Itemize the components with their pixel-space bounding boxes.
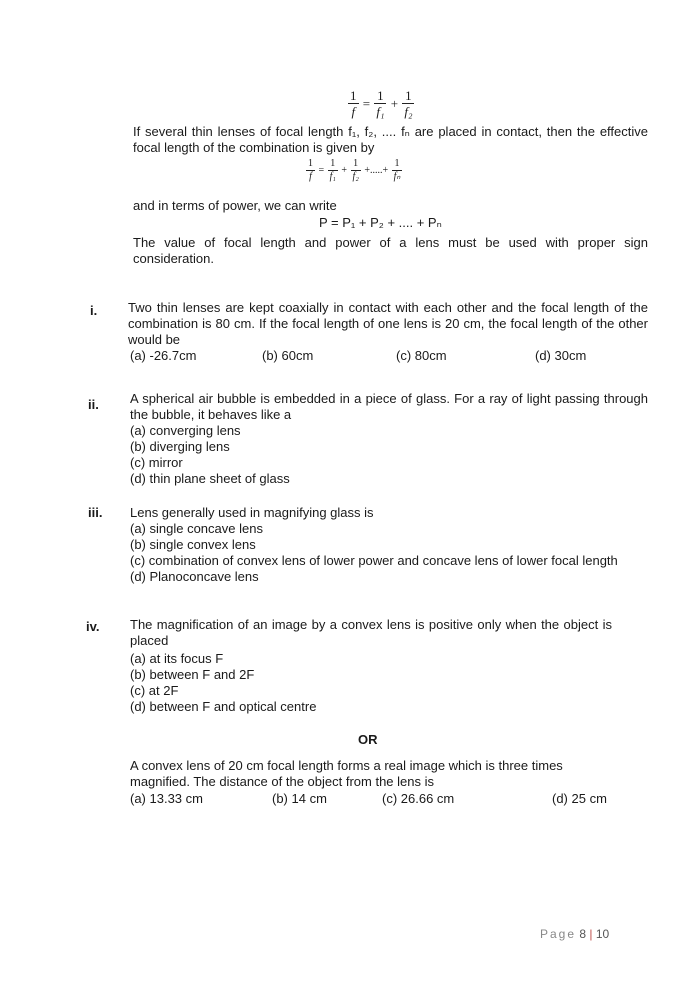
paragraph-power-intro: and in terms of power, we can write bbox=[133, 198, 337, 213]
formula-n-lenses: $\frac{1}{f}$ = $\frac{1}{\text{f₁}}$ + $\frac{1}{\text{f₂}}$ +.....+ $\frac{1}{\text{fₙ}}$ bbox=[308, 158, 401, 182]
option-a: (a) 13.33 cm bbox=[130, 791, 203, 806]
question-number: iii. bbox=[88, 505, 103, 520]
option-row bbox=[130, 348, 650, 364]
formula-power: P = P₁ + P₂ + .... + Pₙ bbox=[319, 215, 442, 230]
page-word: Page bbox=[540, 927, 577, 941]
option-b: (b) 60cm bbox=[262, 348, 314, 363]
option-d: (d) thin plane sheet of glass bbox=[130, 471, 290, 486]
question-text: A spherical air bubble is embedded in a piece of glass. For a ray of light passing through the bubble, it behaves like a bbox=[130, 391, 648, 422]
option-d: (d) between F and optical centre bbox=[130, 699, 317, 714]
option-c: (c) combination of convex lens of lower power and concave lens of lower focal length bbox=[130, 553, 618, 568]
option-b: (b) diverging lens bbox=[130, 439, 230, 454]
question-number: iv. bbox=[86, 619, 100, 634]
option-list bbox=[130, 651, 316, 715]
option-b: (b) 14 cm bbox=[272, 791, 327, 806]
option-c: (c) at 2F bbox=[130, 683, 179, 698]
option-a: (a) -26.7cm bbox=[130, 348, 197, 363]
option-a: (a) at its focus F bbox=[130, 651, 224, 666]
option-d: (d) 30cm bbox=[535, 348, 587, 363]
question-text: The magnification of an image by a convex lens is positive only when the object is placed bbox=[130, 617, 612, 648]
paragraph-sign-convention: The value of focal length and power of a lens must be used with proper sign consideration. bbox=[133, 235, 648, 266]
option-d: (d) 25 cm bbox=[552, 791, 607, 806]
option-a: (a) converging lens bbox=[130, 423, 241, 438]
option-list bbox=[130, 521, 648, 585]
question-number: ii. bbox=[88, 397, 99, 412]
page-separator: | bbox=[589, 927, 593, 941]
option-b: (b) single convex lens bbox=[130, 537, 256, 552]
page-footer bbox=[540, 927, 609, 941]
question-number: i. bbox=[90, 303, 98, 318]
paragraph-thin-lenses: If several thin lenses of focal length f₁, f₂, .... fₙ are placed in contact, then the effective focal length of the combination is given by bbox=[133, 124, 648, 155]
option-b: (b) between F and 2F bbox=[130, 667, 255, 682]
or-divider-label: OR bbox=[358, 732, 378, 747]
alt-question-text: A convex lens of 20 cm focal length forms a real image which is three times magnified. The distance of the object from the lens is bbox=[130, 758, 563, 789]
page-total: 10 bbox=[595, 927, 610, 941]
question-text: Two thin lenses are kept coaxially in contact with each other and the focal length of the combination is 80 cm. If the focal length of one lens is 20 cm, the focal length of the other would be bbox=[128, 300, 648, 347]
question-text: Lens generally used in magnifying glass is bbox=[130, 505, 374, 520]
option-row bbox=[130, 791, 650, 807]
option-a: (a) single concave lens bbox=[130, 521, 263, 536]
option-c: (c) 80cm bbox=[396, 348, 447, 363]
page-current: 8 bbox=[579, 927, 587, 941]
option-c: (c) mirror bbox=[130, 455, 183, 470]
option-list bbox=[130, 423, 290, 487]
option-d: (d) Planoconcave lens bbox=[130, 569, 259, 584]
formula-lens-combination: $\frac{1}{f}$ = $\frac{1}{\text{f₁}}$ + $\frac{1}{\text{f₂}}$ bbox=[350, 88, 413, 119]
option-c: (c) 26.66 cm bbox=[382, 791, 455, 806]
